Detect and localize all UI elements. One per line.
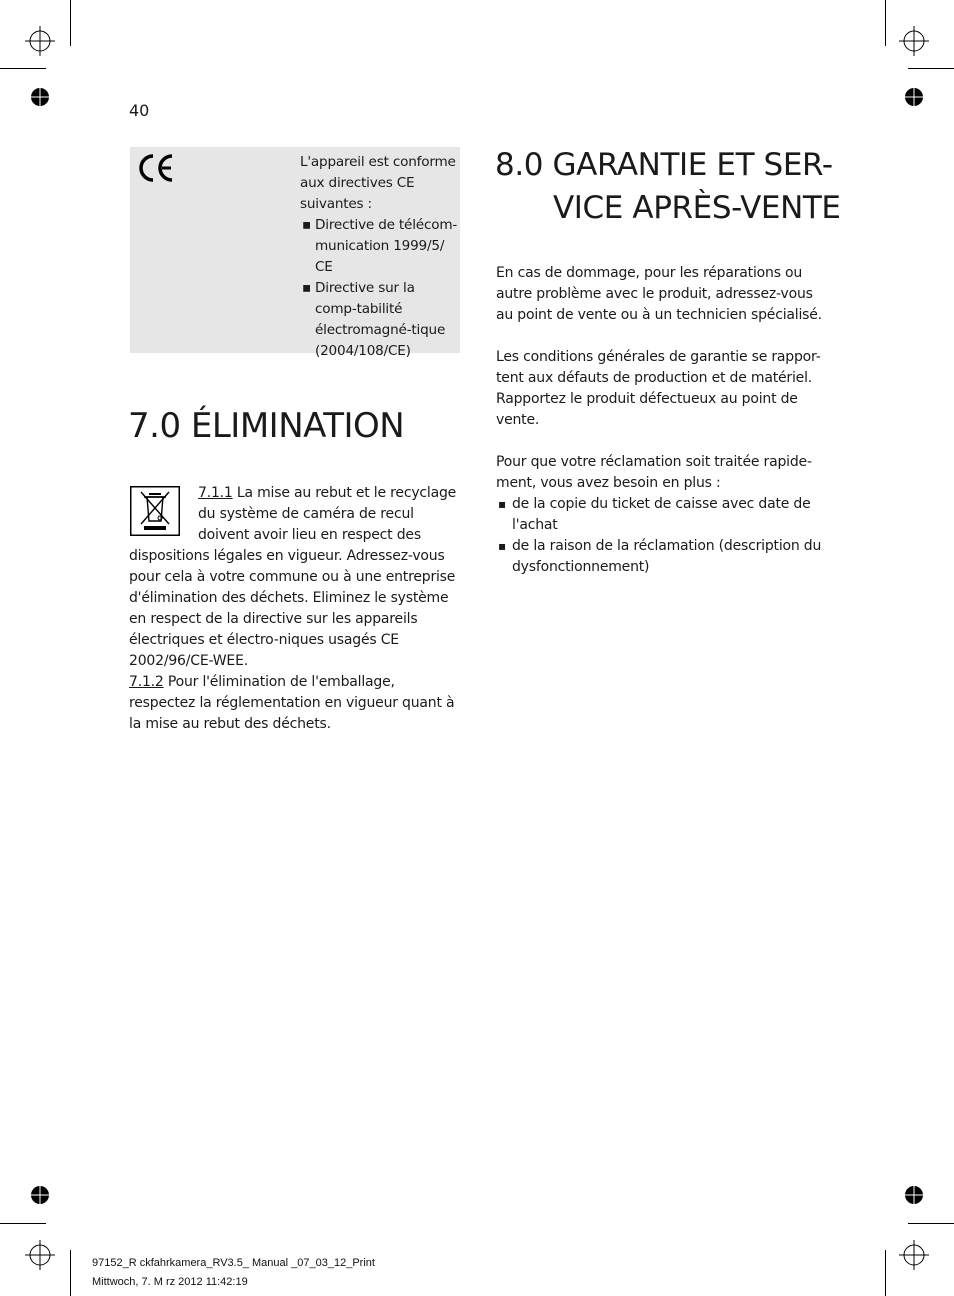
paragraph-text: Pour l'élimination de l'emballage, respectez la réglementation en vigueur quant à la mise au rebut des déchets. [129, 674, 455, 732]
paragraph: Les conditions générales de garantie se rappor-tent aux défauts de production et de matériel. Rapportez le produit défectueux au point de vente. [496, 349, 821, 428]
section-ref: 7.1.1 [198, 485, 233, 501]
heading-line: 8.0 GARANTIE ET SER- [495, 147, 833, 183]
ce-conformity-text [300, 152, 460, 362]
print-footer-line: 97152_R ckfahrkamera_RV3.5_ Manual _07_03_12_Print [92, 1257, 375, 1269]
crop-mark [908, 1223, 954, 1224]
registration-dot-icon [30, 87, 50, 107]
crop-mark [0, 68, 46, 69]
list-item: ▪ Directive de télécom-munication 1999/5/ CE [300, 215, 460, 278]
ce-intro: L'appareil est conforme aux directives CE suivantes : [300, 154, 456, 212]
crop-mark [70, 0, 71, 46]
crop-mark [885, 1250, 886, 1296]
ce-mark-icon [138, 153, 176, 183]
paragraph-7-1-2 [129, 672, 459, 735]
registration-dot-icon [904, 1185, 924, 1205]
icon-spacer [129, 483, 198, 545]
registration-mark-icon [25, 26, 55, 56]
registration-mark-icon [899, 26, 929, 56]
garantie-text [496, 263, 826, 578]
paragraph-text: La mise au rebut et le recyclage du système de caméra de recul doivent avoir lieu en respect des dispositions légales en vigueur. Adressez-vous pour cela à votre commune ou à une entreprise d'élimination des déchets. Eliminez le système en respect de la directive sur les appareils électriques et électro-niques usagés CE 2002/96/CE-WEE. [129, 485, 457, 669]
ce-directive-list [300, 215, 460, 362]
paragraph: Pour que votre réclamation soit traitée rapide-ment, vous avez besoin en plus : [496, 454, 812, 491]
list-item: ▪ Directive sur la comp-tabilité électromagné-tique (2004/108/CE) [300, 278, 460, 362]
ce-conformity-box [130, 147, 460, 359]
paragraph: En cas de dommage, pour les réparations ou autre problème avec le produit, adressez-vous au point de vente ou à un technicien spécialisé. [496, 265, 822, 323]
elimination-text [129, 483, 459, 735]
print-footer-line: Mittwoch, 7. M rz 2012 11:42:19 [92, 1276, 248, 1288]
list-item: ▪ de la copie du ticket de caisse avec date de l'achat [496, 494, 826, 536]
section-heading-elimination: 7.0 ÉLIMINATION [128, 406, 405, 446]
section-heading-garantie [495, 144, 841, 230]
crop-mark [908, 68, 954, 69]
registration-mark-icon [899, 1240, 929, 1270]
requirements-list [496, 494, 826, 578]
crop-mark [0, 1223, 46, 1224]
page-number: 40 [129, 101, 150, 120]
section-ref: 7.1.2 [129, 674, 164, 690]
list-item: ▪ de la raison de la réclamation (description du dysfonctionnement) [496, 536, 826, 578]
crop-mark [885, 0, 886, 46]
crop-mark [70, 1250, 71, 1296]
registration-dot-icon [30, 1185, 50, 1205]
registration-dot-icon [904, 87, 924, 107]
registration-mark-icon [25, 1240, 55, 1270]
heading-line: VICE APRÈS-VENTE [553, 190, 841, 226]
